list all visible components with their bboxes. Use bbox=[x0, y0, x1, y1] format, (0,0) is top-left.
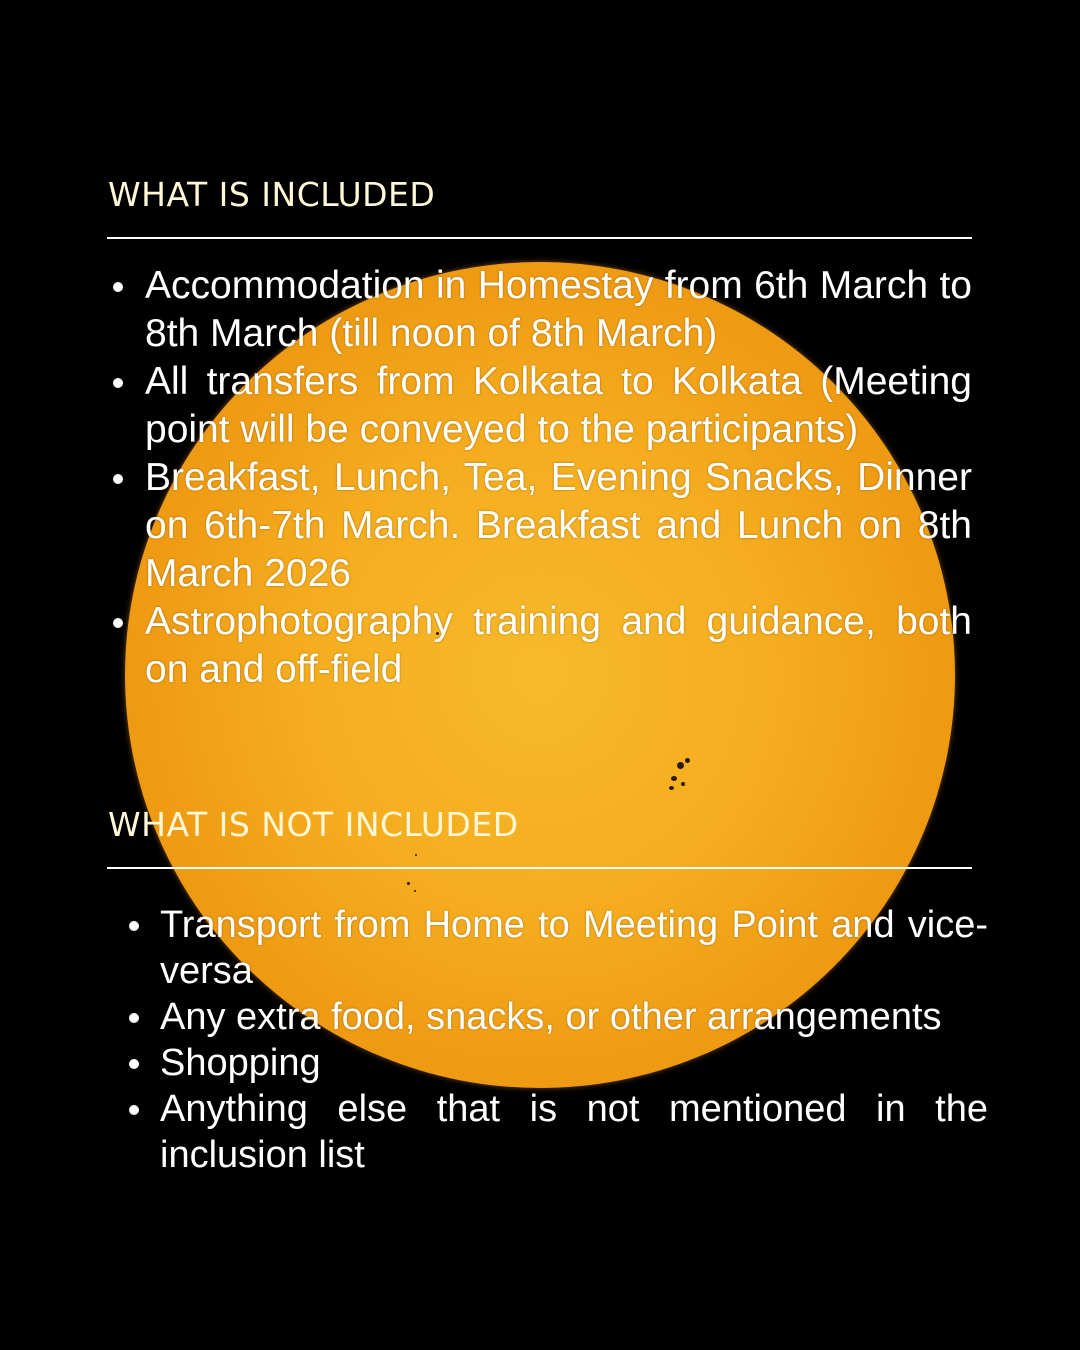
sunspot bbox=[415, 854, 417, 856]
not-included-title: WHAT IS NOT INCLUDED bbox=[108, 805, 519, 844]
included-divider bbox=[107, 237, 972, 239]
list-item: Any extra food, snacks, or other arrangements bbox=[160, 994, 988, 1040]
not-included-divider bbox=[107, 867, 972, 869]
included-list bbox=[145, 262, 972, 694]
list-item: Breakfast, Lunch, Tea, Evening Snacks, Dinner on 6th-7th March. Breakfast and Lunch on 8th March 2026 bbox=[145, 454, 972, 598]
sunspot bbox=[671, 776, 677, 781]
list-item: All transfers from Kolkata to Kolkata (Meeting point will be conveyed to the participants) bbox=[145, 358, 972, 454]
list-item: Transport from Home to Meeting Point and vice-versa bbox=[160, 904, 988, 992]
sunspot bbox=[669, 786, 674, 790]
included-title: WHAT IS INCLUDED bbox=[108, 175, 436, 214]
list-item: Accommodation in Homestay from 6th March to 8th March (till noon of 8th March) bbox=[145, 262, 972, 358]
sunspot bbox=[677, 762, 684, 769]
list-item: Astrophotography training and guidance, both on and off-field bbox=[145, 598, 972, 694]
sunspot bbox=[685, 758, 690, 763]
sunspot bbox=[414, 890, 416, 892]
sunspot bbox=[681, 782, 685, 786]
list-item: Shopping bbox=[160, 1040, 988, 1086]
not-included-list bbox=[160, 902, 988, 1178]
sunspot bbox=[407, 882, 410, 885]
list-item: Anything else that is not mentioned in the inclusion list bbox=[160, 1088, 988, 1176]
